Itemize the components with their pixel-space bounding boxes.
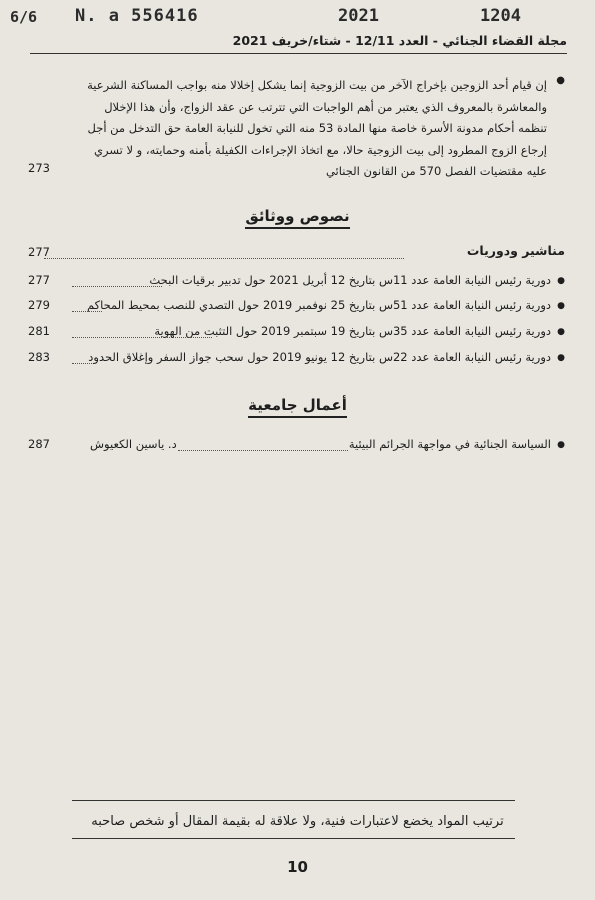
handwritten-reference-code: N. a 556416 xyxy=(75,6,199,26)
toc-entry-intro xyxy=(28,75,565,183)
subheading: مناشير ودوريات xyxy=(466,243,565,258)
entry-text: دورية رئيس النيابة العامة عدد 35س بتاريخ 19 سبتمبر 2019 حول التثبت من الهوية xyxy=(154,324,551,338)
entry-text: دورية رئيس النيابة العامة عدد 11س بتاريخ 12 أبريل 2021 حول تدبير برقيات البحث xyxy=(149,273,551,287)
entry-text: السياسة الجنائية في مواجهة الجرائم البيئية xyxy=(348,437,551,451)
dot-leader xyxy=(72,363,92,364)
entry-page: 273 xyxy=(28,161,50,175)
running-header xyxy=(30,33,567,54)
dot-leader xyxy=(72,337,212,338)
footer-rule-top xyxy=(72,800,515,801)
bullet-icon: ● xyxy=(557,301,565,311)
issue-info: - العدد 12/11 - شتاء/خريف 2021 xyxy=(232,33,443,48)
bullet-icon: ● xyxy=(557,276,565,286)
section-title xyxy=(0,207,595,225)
journal-title: مجلة القضاء الجنائي xyxy=(442,33,567,48)
subheading-page: 277 xyxy=(28,245,50,259)
entry-page: 281 xyxy=(28,324,50,338)
entry-text: إن قيام أحد الزوجين بإخراج الآخر من بيت الزوجية إنما يشكل إخلالا منه بواجب المساكنة الشرعية والمعاشرة بالمعروف الذي يعتبر من أهم الواجبات التي تترتب عن عقد الزواج، وأن هذا الإخلال تنظمه أحكام مدونة الأسرة خاصة منها المادة 53 منه التي تخول للنيابة العامة حق التدخل من أجل إرجاع الزوج المطرود إلى بيت الزوجية حالا، مع اتخاذ الإجراءات الكفيلة بأمنه وحمايته، و لا تسري عليه مقتضيات الفصل 570 من القانون الجنائي xyxy=(87,78,547,178)
toc-entry xyxy=(28,437,565,457)
bullet-icon: ● xyxy=(557,353,565,363)
section-title-text: أعمال جامعية xyxy=(248,396,347,418)
dot-leader xyxy=(72,286,162,287)
bullet-icon: ● xyxy=(557,327,565,337)
entry-page: 279 xyxy=(28,298,50,312)
entry-author: د. ياسين الكعيوش xyxy=(90,437,177,451)
handwritten-year: 2021 xyxy=(338,6,379,26)
dot-leader xyxy=(72,311,102,312)
handwritten-page-mark: 6/6 xyxy=(10,8,38,26)
entry-page: 277 xyxy=(28,273,50,287)
entry-text: دورية رئيس النيابة العامة عدد 51س بتاريخ 25 نوفمبر 2019 حول التصدي للنصب بمحيط المحاكم xyxy=(86,298,551,312)
page-number: 10 xyxy=(287,858,308,876)
toc-entry xyxy=(28,324,565,344)
entry-text: دورية رئيس النيابة العامة عدد 22س بتاريخ 12 يونيو 2019 حول سحب جواز السفر وإغلاق الحدود xyxy=(88,350,551,364)
footer-rule-bottom xyxy=(72,838,515,839)
section-title-text: نصوص ووثائق xyxy=(245,207,349,229)
bullet-icon: ● xyxy=(556,75,565,86)
bullet-icon: ● xyxy=(557,440,565,450)
dot-leader xyxy=(44,258,404,259)
entry-page: 283 xyxy=(28,350,50,364)
entry-page: 287 xyxy=(28,437,50,451)
toc-entry xyxy=(28,273,565,293)
dot-leader xyxy=(178,450,348,451)
toc-entry xyxy=(28,350,565,370)
section-title xyxy=(0,396,595,414)
footer-note: ترتيب المواد يخضع لاعتبارات فنية، ولا علاقة له بقيمة المقال أو شخص صاحبه xyxy=(91,814,504,829)
handwritten-number: 1204 xyxy=(480,6,521,26)
toc-entry xyxy=(28,298,565,318)
